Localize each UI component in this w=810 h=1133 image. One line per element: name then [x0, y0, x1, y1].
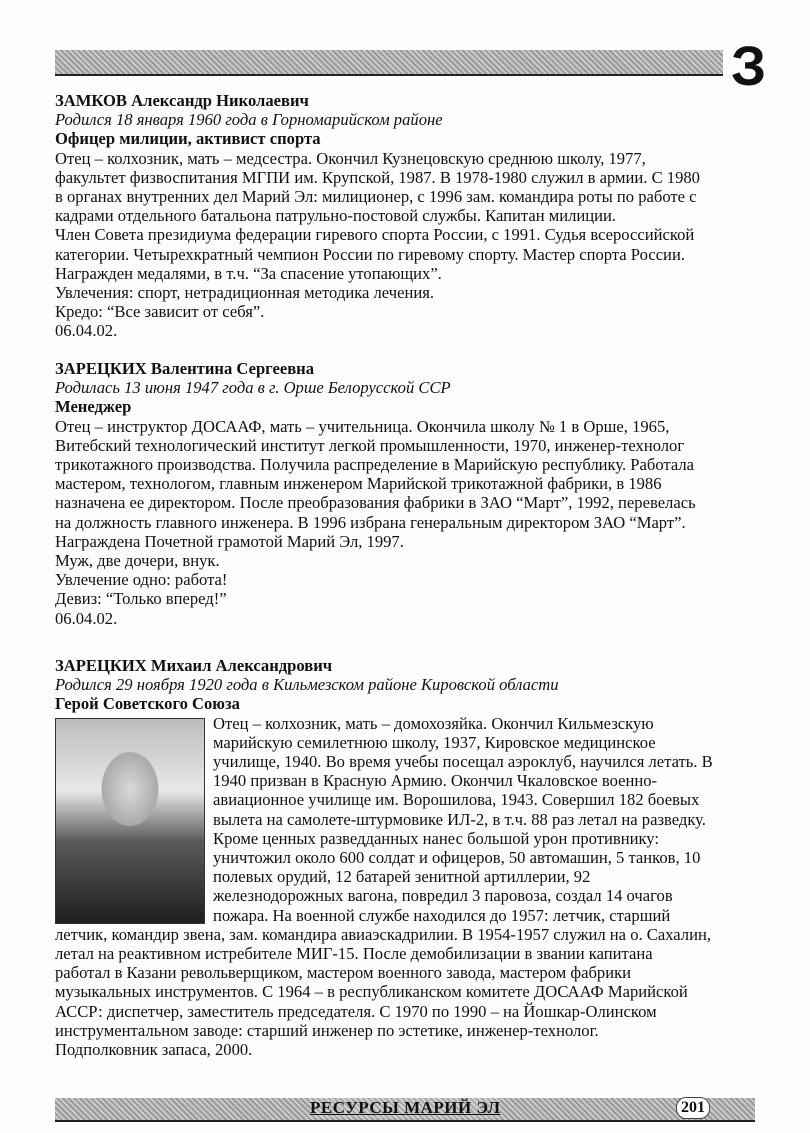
text-line: Награждена Почетной грамотой Марий Эл, 1997.	[55, 531, 404, 551]
text-line: мастером, технологом, главным инженером Марийской трикотажной фабрики, в 1986	[55, 474, 662, 494]
text-line: летал на реактивном истребителе МИГ-15. После демобилизации в звании капитана	[55, 944, 653, 964]
text-line: Увлечение одно: работа!	[55, 570, 228, 590]
text-line: Отец – инструктор ДОСААФ, мать – учительница. Окончила школу № 1 в Орше, 1965,	[55, 416, 670, 436]
text-line: Кроме ценных разведданных нанес большой урон противнику:	[213, 828, 659, 848]
person-role: Менеджер	[55, 397, 132, 417]
biography-text	[55, 417, 765, 628]
portrait-photo	[55, 718, 205, 924]
text-line: категории. Четырехкратный чемпион России по гиревому спорту. Мастер спорта России.	[55, 244, 685, 264]
text-line: Отец – колхозник, мать – медсестра. Окончил Кузнецовскую среднюю школу, 1977,	[55, 148, 646, 168]
biography-entry	[55, 359, 765, 628]
header-bar	[55, 50, 723, 76]
person-name: ЗАМКОВ Александр Николаевич	[55, 91, 309, 110]
text-line: Подполковник запаса, 2000.	[55, 1040, 253, 1060]
text-line: в органах внутренних дел Марий Эл: милиционер, с 1996 зам. командира роты по работе с	[55, 187, 697, 207]
text-line: работал в Казани револьверщиком, мастером военного завода, мастером фабрики	[55, 963, 632, 983]
text-line: инструментальном заводе: старший инженер по эстетике, инженер-технолог.	[55, 1020, 599, 1040]
person-name: ЗАРЕЦКИХ Валентина Сергеевна	[55, 359, 315, 378]
text-line: авиационное училище им. Ворошилова, 1943. Совершил 182 боевых	[213, 790, 700, 810]
text-line: 06.04.02.	[55, 321, 118, 341]
text-line: летчик, командир звена, зам. командира авиаэскадрилии. В 1954-1957 служил на о. Сахалин,	[55, 924, 711, 944]
text-line: железнодорожных вагона, повредил 3 паровоза, создал 14 очагов	[213, 886, 673, 906]
biography-text	[55, 925, 765, 1059]
text-line: уничтожил около 600 солдат и офицеров, 50 автомашин, 5 танков, 10	[213, 848, 701, 868]
biography-entry	[55, 91, 765, 341]
text-line: Член Совета президиума федерации гиревого спорта России, с 1991. Судья всероссийской	[55, 225, 695, 245]
text-line: училище, 1940. Во время учебы посещал аэроклуб, научился летать. В	[213, 752, 713, 772]
text-line: 1940 призван в Красную Армию. Окончил Чкаловское военно-	[213, 771, 658, 791]
text-line: кадрами отдельного батальона патрульно-постовой службы. Капитан милиции.	[55, 206, 617, 226]
birth-info: Родился 18 января 1960 года в Горномарийском районе	[55, 110, 443, 130]
person-name: ЗАРЕЦКИХ Михаил Александрович	[55, 656, 333, 675]
text-line: марийскую семилетнюю школу, 1937, Кировское медицинское	[213, 732, 656, 752]
text-line: пожара. На военной службе находился до 1957: летчик, старший	[213, 905, 671, 925]
text-line: назначена ее директором. После преобразования фабрики в ЗАО “Март”, 1992, перевелась	[55, 493, 696, 513]
text-line: Кредо: “Все зависит от себя”.	[55, 302, 265, 322]
text-line: вылета на самолете-штурмовике ИЛ-2, в т.ч. 88 раз летал на разведку.	[213, 809, 706, 829]
footer-title: РЕСУРСЫ МАРИЙ ЭЛ	[310, 1098, 501, 1117]
biography-entry	[55, 656, 765, 1059]
text-line: факультет физвоспитания МГПИ им. Крупской, 1987. В 1978-1980 служил в армии. С 1980	[55, 167, 700, 187]
text-line: полевых орудий, 12 батарей зенитной артиллерии, 92	[213, 867, 591, 887]
text-line: на должность главного инженера. В 1996 избрана генеральным директором ЗАО “Март”.	[55, 512, 686, 532]
birth-info: Родился 29 ноября 1920 года в Кильмезском районе Кировской области	[55, 675, 559, 695]
text-line: музыкальных инструментов. С 1964 – в республиканском комитете ДОСААФ Марийской	[55, 982, 688, 1002]
text-line: 06.04.02.	[55, 608, 118, 628]
text-line: трикотажного производства. Получила распределение в Марийскую республику. Работала	[55, 455, 695, 475]
text-line: Муж, две дочери, внук.	[55, 551, 220, 571]
biography-text	[55, 149, 765, 341]
person-role: Герой Советского Союза	[55, 694, 240, 714]
birth-info: Родилась 13 июня 1947 года в г. Орше Белорусской ССР	[55, 378, 451, 398]
section-letter: З	[731, 34, 767, 97]
person-role: Офицер милиции, активист спорта	[55, 129, 321, 149]
text-line: Отец – колхозник, мать – домохозяйка. Окончил Кильмезскую	[213, 713, 654, 733]
page-number: 201	[676, 1097, 710, 1119]
text-line: АССР: диспетчер, заместитель председателя. С 1970 по 1990 – на Йошкар-Олинском	[55, 1001, 657, 1021]
text-line: Витебский технологический институт легкой промышленности, 1970, инженер-технолог	[55, 435, 685, 455]
text-line: Награжден медалями, в т.ч. “За спасение утопающих”.	[55, 263, 442, 283]
text-line: Девиз: “Только вперед!”	[55, 589, 227, 609]
text-line: Увлечения: спорт, нетрадиционная методика лечения.	[55, 283, 435, 303]
